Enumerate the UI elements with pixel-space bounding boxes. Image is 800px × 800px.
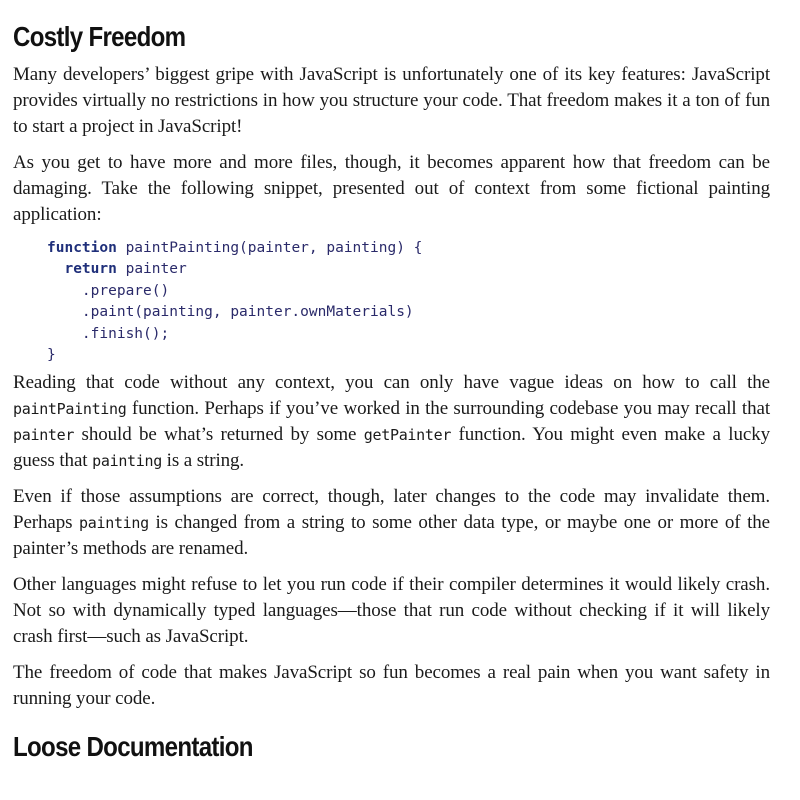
inline-code-painting: painting (79, 514, 149, 533)
inline-code-painting: painting (92, 452, 162, 471)
inline-code-painter: painter (13, 426, 75, 445)
inline-code-getPainter: getPainter (363, 426, 452, 445)
text-run: should be what’s returned by some (74, 424, 364, 446)
code-line-3: .prepare() (47, 282, 170, 299)
section-heading-loose-documentation: Loose Documentation (13, 731, 253, 763)
code-line-5: .finish(); (47, 325, 170, 342)
code-line-6: } (47, 347, 56, 364)
text-run: is changed from a string to some other data type, or maybe one or more of the painter’s methods are renamed. (13, 512, 770, 560)
paragraph-3 (13, 370, 770, 474)
paragraph-6: The freedom of code that makes JavaScript so fun becomes a real pain when you want safety in running your code. (13, 662, 770, 710)
paragraph-4 (13, 484, 770, 562)
section-heading-costly-freedom: Costly Freedom (13, 21, 186, 52)
code-keyword-return: return (64, 261, 117, 278)
text-run: Even if those assumptions are correct, though, later changes to the code may invalidate them. Perhaps (13, 486, 770, 534)
text-run: function. You might even make a lucky guess that (13, 424, 770, 472)
paragraph-2: As you get to have more and more files, though, it becomes apparent how that freedom can be damaging. Take the following snippet, presented out of context from some fictional painting application: (13, 152, 770, 225)
code-line-2: painter (116, 261, 187, 278)
inline-code-paintPainting: paintPainting (13, 400, 127, 419)
text-run: function. Perhaps if you’ve worked in the surrounding codebase you may recall that (126, 398, 770, 420)
paragraph-5: Other languages might refuse to let you run code if their compiler determines it would likely crash. Not so with dynamically typed languages—those that run code without checking if it will likely crash first—such as JavaScript. (13, 574, 770, 648)
paragraph-1: Many developers’ biggest gripe with JavaScript is unfortunately one of its key features: JavaScript provides virtually no restrictions in how you structure your code. That freedom makes it a ton of fun to start a project in JavaScript! (13, 64, 770, 137)
code-keyword-function: function (47, 240, 117, 256)
code-line-1: paintPainting(painter, painting) { (116, 240, 423, 256)
text-run: is a string. (161, 450, 245, 472)
text-run: Reading that code without any context, you can only have vague ideas on how to call the (13, 372, 770, 394)
code-snippet (47, 238, 770, 366)
code-line-4: .paint(painting, painter.ownMaterials) (47, 304, 414, 321)
